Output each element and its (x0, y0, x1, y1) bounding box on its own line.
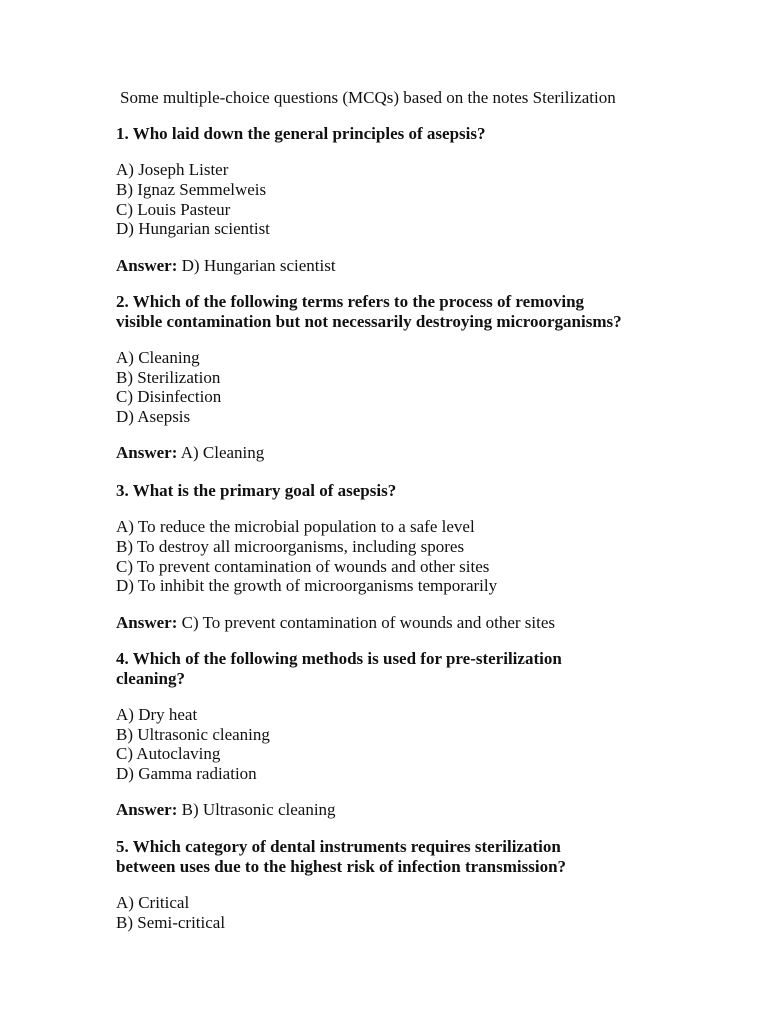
option: A) To reduce the microbial population to a safe level (116, 517, 475, 537)
answer-line (116, 613, 716, 633)
question-text: 1. Who laid down the general principles of asepsis? (116, 124, 486, 143)
option: C) Louis Pasteur (116, 199, 231, 219)
options-list (116, 160, 716, 239)
option: C) To prevent contamination of wounds and other sites (116, 556, 490, 576)
answer-label: Answer: (116, 800, 178, 820)
question-text-line-2: cleaning? (116, 668, 185, 688)
answer-label: Answer: (116, 255, 178, 275)
intro-text: Some multiple-choice questions (MCQs) based on the notes Sterilization (120, 88, 616, 107)
question-block-5 (116, 837, 716, 932)
option: B) Sterilization (116, 367, 221, 387)
options-list (116, 517, 716, 596)
question-text-line-1: 4. Which of the following methods is used for pre-sterilization (116, 649, 562, 668)
option: D) To inhibit the growth of microorganisms temporarily (116, 576, 498, 596)
question-text-line-2: visible contamination but not necessarily destroying microorganisms? (116, 311, 622, 331)
answer-label: Answer: (116, 443, 178, 463)
option: A) Critical (116, 892, 190, 912)
option: C) Disinfection (116, 387, 222, 407)
answer-value: A) Cleaning (180, 443, 265, 463)
option: D) Hungarian scientist (116, 219, 270, 239)
option: B) To destroy all microorganisms, including spores (116, 536, 465, 556)
option: A) Cleaning (116, 347, 200, 367)
answer-value: D) Hungarian scientist (181, 255, 336, 275)
answer-label: Answer: (116, 612, 178, 632)
question-text-line-2: between uses due to the highest risk of infection transmission? (116, 856, 567, 876)
answer-line (116, 800, 716, 820)
question-text-line-1: 5. Which category of dental instruments requires sterilization (116, 837, 561, 856)
question-text: 3. What is the primary goal of asepsis? (116, 481, 397, 500)
option: B) Ignaz Semmelweis (116, 179, 267, 199)
question-block-2 (116, 292, 716, 463)
option: A) Dry heat (116, 704, 198, 724)
options-list (116, 348, 716, 427)
question-block-3 (116, 481, 716, 632)
option: C) Autoclaving (116, 744, 221, 764)
answer-line (116, 443, 716, 463)
answer-line (116, 256, 716, 276)
answer-value: C) To prevent contamination of wounds and other sites (181, 612, 556, 632)
options-list (116, 893, 716, 932)
question-block-4 (116, 649, 716, 820)
option: D) Gamma radiation (116, 764, 257, 784)
option: B) Semi-critical (116, 912, 226, 932)
answer-value: B) Ultrasonic cleaning (181, 800, 336, 820)
options-list (116, 705, 716, 784)
question-block-1 (116, 124, 716, 275)
option: A) Joseph Lister (116, 160, 229, 180)
option: D) Asepsis (116, 407, 191, 427)
option: B) Ultrasonic cleaning (116, 724, 270, 744)
question-text-line-1: 2. Which of the following terms refers to the process of removing (116, 292, 585, 311)
